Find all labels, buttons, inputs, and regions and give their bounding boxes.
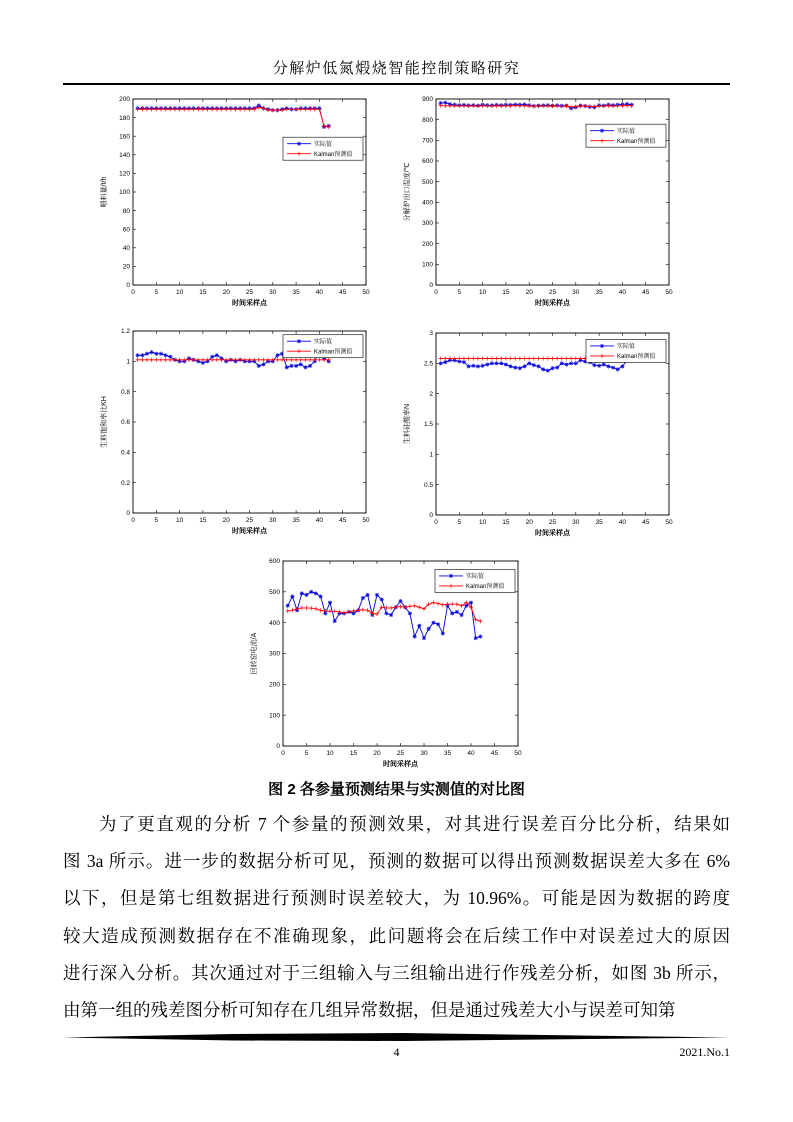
svg-text:60: 60 bbox=[122, 226, 130, 234]
svg-text:200: 200 bbox=[119, 96, 130, 104]
svg-text:40: 40 bbox=[618, 519, 627, 526]
svg-text:45: 45 bbox=[642, 519, 650, 526]
svg-text:15: 15 bbox=[199, 289, 207, 296]
footer-rule bbox=[63, 1033, 730, 1043]
paper-title: 分解炉低氮煅烧智能控制策略研究 bbox=[272, 61, 521, 77]
svg-text:300: 300 bbox=[422, 220, 433, 228]
svg-text:50: 50 bbox=[514, 750, 522, 757]
svg-text:0: 0 bbox=[131, 517, 135, 524]
svg-text:500: 500 bbox=[422, 178, 433, 186]
svg-text:时间采样点: 时间采样点 bbox=[535, 300, 570, 307]
svg-text:45: 45 bbox=[642, 289, 650, 296]
svg-text:30: 30 bbox=[269, 289, 277, 296]
svg-text:140: 140 bbox=[119, 152, 130, 159]
svg-text:5: 5 bbox=[457, 519, 462, 526]
svg-text:25: 25 bbox=[548, 289, 557, 296]
svg-text:40: 40 bbox=[122, 245, 130, 252]
svg-text:45: 45 bbox=[490, 750, 499, 757]
svg-text:50: 50 bbox=[362, 289, 370, 296]
svg-text:0: 0 bbox=[126, 282, 130, 290]
svg-text:10: 10 bbox=[326, 750, 334, 757]
svg-text:分解炉出口温度/℃: 分解炉出口温度/℃ bbox=[404, 162, 411, 222]
svg-text:35: 35 bbox=[292, 289, 300, 296]
svg-text:100: 100 bbox=[119, 189, 130, 197]
svg-text:40: 40 bbox=[467, 750, 475, 757]
svg-text:20: 20 bbox=[373, 750, 381, 757]
svg-text:实际值: 实际值 bbox=[617, 344, 636, 351]
svg-text:0.4: 0.4 bbox=[120, 449, 130, 457]
svg-text:300: 300 bbox=[269, 650, 280, 658]
figure-silica-ratio bbox=[400, 327, 681, 550]
svg-text:40: 40 bbox=[315, 289, 324, 296]
svg-text:0: 0 bbox=[126, 510, 130, 518]
svg-text:2.5: 2.5 bbox=[423, 360, 433, 368]
furnace-outlet-temp-chart bbox=[400, 93, 681, 315]
svg-text:800: 800 bbox=[422, 116, 433, 124]
svg-text:25: 25 bbox=[548, 519, 557, 526]
svg-text:Kalman预测值: Kalman预测值 bbox=[617, 354, 656, 361]
svg-text:3: 3 bbox=[429, 330, 433, 338]
svg-text:实际值: 实际值 bbox=[314, 141, 333, 148]
svg-text:0: 0 bbox=[429, 282, 433, 290]
svg-text:0: 0 bbox=[429, 512, 433, 520]
svg-text:回转窑电流/A: 回转窑电流/A bbox=[251, 632, 258, 675]
svg-text:5: 5 bbox=[304, 750, 309, 757]
svg-text:10: 10 bbox=[175, 289, 184, 296]
svg-text:100: 100 bbox=[269, 712, 280, 720]
feed-rate-chart bbox=[97, 93, 378, 315]
paragraph-line: 图 3a 所示。进一步的数据分析可见，预测的数据可以得出预测数据误差大多在 6% bbox=[63, 851, 730, 872]
svg-text:0: 0 bbox=[276, 743, 280, 751]
svg-text:Kalman预测值: Kalman预测值 bbox=[314, 151, 353, 158]
svg-text:45: 45 bbox=[339, 289, 347, 296]
svg-text:15: 15 bbox=[502, 519, 510, 526]
svg-text:5: 5 bbox=[154, 289, 159, 296]
svg-text:0: 0 bbox=[434, 519, 438, 526]
svg-text:180: 180 bbox=[119, 114, 130, 122]
figure-kh-ratio bbox=[97, 325, 378, 548]
svg-text:700: 700 bbox=[422, 137, 433, 145]
svg-text:时间采样点: 时间采样点 bbox=[232, 300, 267, 307]
svg-text:2: 2 bbox=[429, 390, 433, 398]
svg-text:Kalman预测值: Kalman预测值 bbox=[617, 138, 656, 145]
svg-text:1.5: 1.5 bbox=[423, 421, 433, 429]
paragraph-line: 为了更直观的分析 7 个参量的预测效果，对其进行误差百分比分析，结果如 bbox=[98, 814, 730, 834]
svg-text:400: 400 bbox=[269, 619, 280, 627]
svg-text:5: 5 bbox=[154, 517, 159, 524]
svg-text:时间采样点: 时间采样点 bbox=[383, 761, 418, 768]
svg-text:30: 30 bbox=[420, 750, 428, 757]
svg-text:实际值: 实际值 bbox=[466, 574, 485, 581]
svg-text:200: 200 bbox=[269, 681, 280, 689]
svg-text:时间采样点: 时间采样点 bbox=[232, 528, 267, 535]
svg-text:200: 200 bbox=[422, 240, 433, 248]
svg-text:Kalman预测值: Kalman预测值 bbox=[314, 349, 353, 356]
svg-text:45: 45 bbox=[339, 517, 347, 524]
svg-text:25: 25 bbox=[245, 517, 254, 524]
svg-text:20: 20 bbox=[222, 289, 230, 296]
svg-text:0.6: 0.6 bbox=[120, 419, 130, 427]
svg-text:50: 50 bbox=[665, 519, 673, 526]
svg-text:20: 20 bbox=[222, 517, 230, 524]
header-rule bbox=[63, 83, 730, 85]
svg-text:1: 1 bbox=[429, 451, 433, 459]
kiln-current-chart bbox=[247, 555, 530, 776]
svg-text:生料饱和率比KH: 生料饱和率比KH bbox=[101, 396, 108, 448]
svg-text:25: 25 bbox=[245, 289, 254, 296]
page-number: 4 bbox=[393, 1045, 400, 1059]
paragraph-line: 较大造成预测数据存在不准确现象，此问题将会在后续工作中对误差过大的原因 bbox=[63, 925, 730, 946]
svg-text:600: 600 bbox=[422, 158, 433, 166]
issue-number: 2021.No.1 bbox=[679, 1045, 730, 1059]
svg-text:0.8: 0.8 bbox=[120, 388, 130, 396]
svg-text:30: 30 bbox=[572, 289, 580, 296]
svg-text:35: 35 bbox=[595, 519, 603, 526]
svg-text:40: 40 bbox=[618, 289, 627, 296]
svg-text:35: 35 bbox=[595, 289, 603, 296]
paragraph-line: 由第一组的残差图分析可知存在几组异常数据，但是通过残差大小与误差可知第 bbox=[63, 1000, 676, 1021]
svg-text:Kalman预测值: Kalman预测值 bbox=[466, 584, 505, 591]
figure-furnace-outlet-temp bbox=[400, 93, 681, 320]
svg-text:900: 900 bbox=[422, 96, 433, 104]
svg-text:20: 20 bbox=[525, 519, 533, 526]
svg-text:25: 25 bbox=[396, 750, 405, 757]
svg-text:600: 600 bbox=[269, 558, 280, 566]
svg-text:100: 100 bbox=[422, 261, 433, 269]
svg-text:20: 20 bbox=[122, 263, 130, 271]
svg-text:160: 160 bbox=[119, 133, 130, 141]
svg-text:1: 1 bbox=[126, 358, 130, 366]
svg-text:0.5: 0.5 bbox=[423, 481, 433, 489]
svg-text:15: 15 bbox=[199, 517, 207, 524]
svg-text:0: 0 bbox=[281, 750, 285, 757]
svg-text:500: 500 bbox=[269, 589, 280, 597]
svg-text:120: 120 bbox=[119, 170, 130, 178]
svg-text:喂料量/t/h: 喂料量/t/h bbox=[101, 176, 108, 208]
svg-text:40: 40 bbox=[315, 517, 324, 524]
svg-text:20: 20 bbox=[525, 289, 533, 296]
svg-text:0: 0 bbox=[434, 289, 438, 296]
svg-text:时间采样点: 时间采样点 bbox=[535, 530, 570, 537]
figure-feed-rate bbox=[97, 93, 378, 320]
figure-kiln-current bbox=[247, 555, 530, 781]
svg-text:0: 0 bbox=[131, 289, 135, 296]
svg-text:5: 5 bbox=[457, 289, 462, 296]
body-paragraph bbox=[63, 806, 730, 1029]
svg-text:35: 35 bbox=[443, 750, 452, 757]
svg-text:10: 10 bbox=[478, 519, 487, 526]
svg-text:实际值: 实际值 bbox=[314, 339, 333, 346]
svg-text:实际值: 实际值 bbox=[617, 128, 636, 135]
svg-text:50: 50 bbox=[665, 289, 673, 296]
svg-text:30: 30 bbox=[572, 519, 580, 526]
svg-text:15: 15 bbox=[349, 750, 358, 757]
figure-caption: 图 2 各参量预测结果与实测值的对比图 bbox=[268, 781, 525, 798]
svg-text:1.2: 1.2 bbox=[120, 328, 130, 336]
svg-text:0.2: 0.2 bbox=[120, 479, 130, 487]
svg-text:生料硅酸率N: 生料硅酸率N bbox=[404, 403, 411, 445]
kh-ratio-chart bbox=[97, 325, 378, 543]
svg-text:15: 15 bbox=[502, 289, 510, 296]
svg-text:80: 80 bbox=[122, 207, 130, 215]
svg-text:10: 10 bbox=[175, 517, 184, 524]
paragraph-line: 进行深入分析。其次通过对于三组输入与三组输出进行作残差分析，如图 3b 所示， bbox=[63, 962, 730, 983]
svg-text:400: 400 bbox=[422, 199, 433, 207]
svg-text:50: 50 bbox=[362, 517, 370, 524]
svg-text:35: 35 bbox=[292, 517, 300, 524]
paragraph-line: 以下，但是第七组数据进行预测时误差较大，为 10.96%。可能是因为数据的跨度 bbox=[63, 888, 730, 909]
svg-text:10: 10 bbox=[478, 289, 487, 296]
svg-text:30: 30 bbox=[269, 517, 277, 524]
silica-ratio-chart bbox=[400, 327, 681, 545]
